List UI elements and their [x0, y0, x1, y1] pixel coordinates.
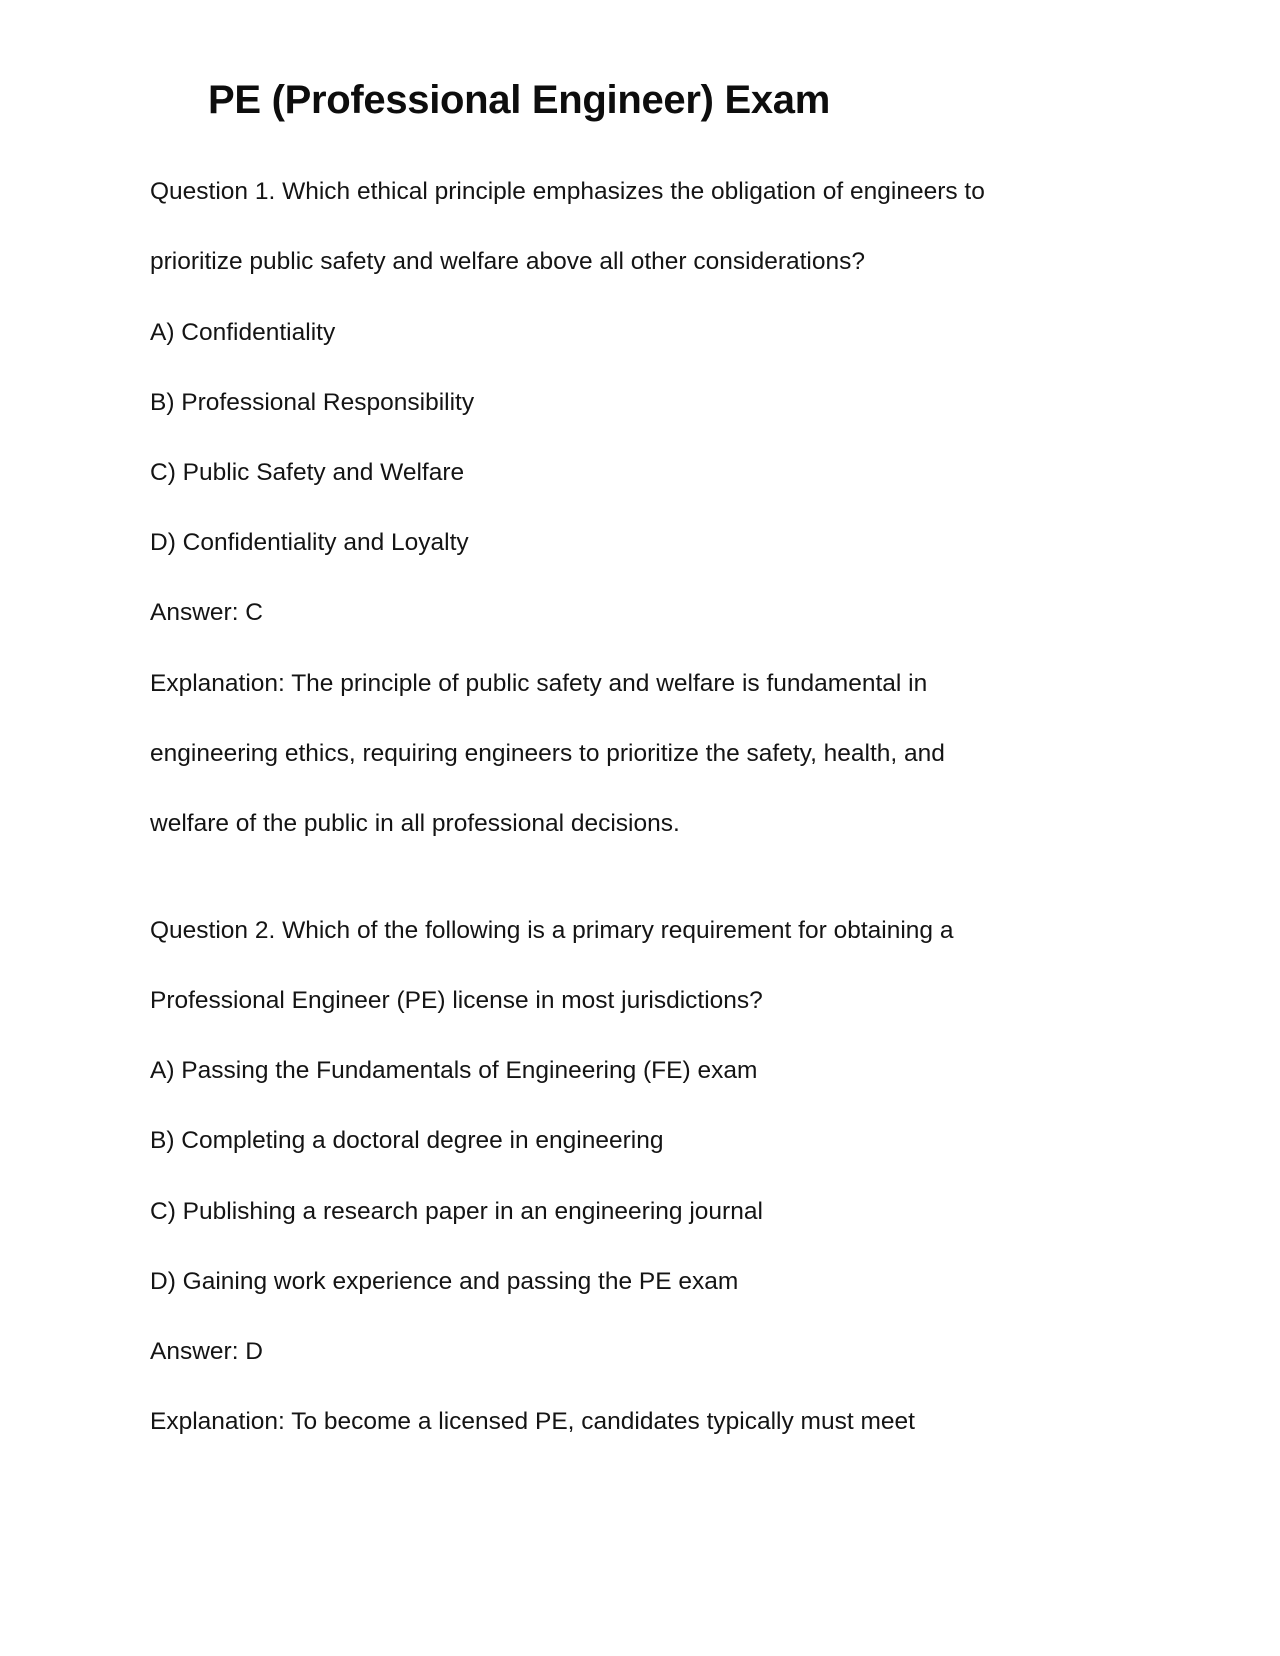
question-1-explanation-line-1: Explanation: The principle of public safety and welfare is fundamental in	[150, 670, 928, 697]
question-1-option-c: C) Public Safety and Welfare	[150, 459, 465, 486]
question-2-explanation-line-1: Explanation: To become a licensed PE, candidates typically must meet	[150, 1408, 915, 1435]
question-1-text-line-2: prioritize public safety and welfare above all other considerations?	[150, 248, 865, 275]
question-1-option-a: A) Confidentiality	[150, 319, 336, 346]
question-2-option-b: B) Completing a doctoral degree in engineering	[150, 1127, 664, 1154]
question-1-option-d: D) Confidentiality and Loyalty	[150, 529, 469, 556]
question-2-option-d: D) Gaining work experience and passing the PE exam	[150, 1268, 739, 1295]
question-2-option-a: A) Passing the Fundamentals of Engineering (FE) exam	[150, 1057, 758, 1084]
question-1-explanation-line-2: engineering ethics, requiring engineers to prioritize the safety, health, and	[150, 740, 945, 767]
question-2-text-line-1: Question 2. Which of the following is a primary requirement for obtaining a	[150, 917, 954, 944]
question-1-text-line-1: Question 1. Which ethical principle emphasizes the obligation of engineers to	[150, 178, 985, 205]
question-1-option-b: B) Professional Responsibility	[150, 389, 475, 416]
page-title: PE (Professional Engineer) Exam	[208, 78, 831, 122]
question-2-text-line-2: Professional Engineer (PE) license in most jurisdictions?	[150, 987, 763, 1014]
question-2-answer: Answer: D	[150, 1338, 264, 1365]
question-1-explanation-line-3: welfare of the public in all professional decisions.	[150, 810, 680, 837]
question-1-answer: Answer: C	[150, 599, 264, 626]
question-2-option-c: C) Publishing a research paper in an engineering journal	[150, 1198, 763, 1225]
